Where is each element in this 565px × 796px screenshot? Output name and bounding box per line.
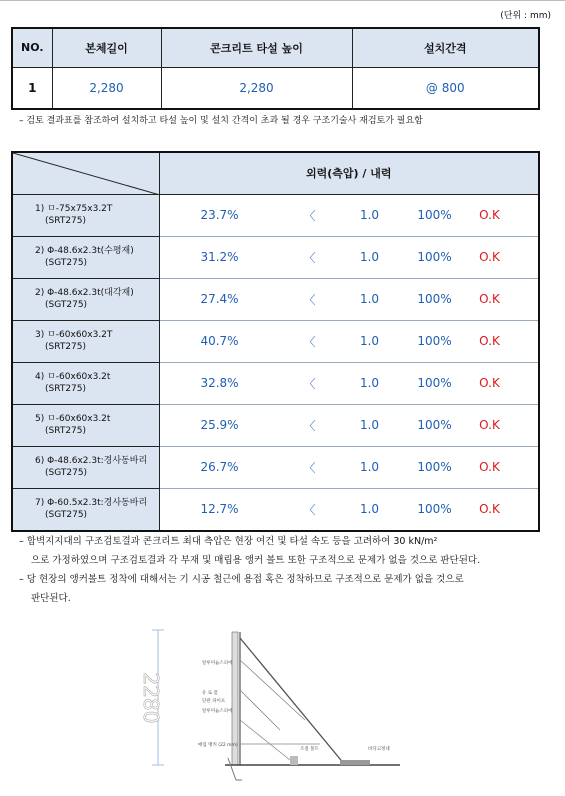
member-values (159, 194, 539, 236)
member-label (12, 362, 159, 404)
member-grade: (SRT275) (45, 426, 87, 436)
adjust-bolt (290, 756, 298, 765)
member-name: 2) Φ-48.6x2.3t(수평재) (35, 246, 134, 256)
top-border-line (0, 0, 565, 1)
diagonal-line (13, 153, 160, 195)
member-name: 7) Φ-60.5x2.3t:경사동바리 (35, 498, 148, 508)
less-than-symbol: 〈 (303, 376, 316, 391)
member-values (159, 278, 539, 320)
member-grade: (SRT275) (45, 384, 87, 394)
header-spacing: 설치간격 (352, 28, 539, 67)
member-label (12, 446, 159, 488)
ok-status: O.K (479, 250, 500, 264)
spec-table-row (12, 67, 539, 109)
factor-value: 1.0 (359, 460, 380, 474)
check-row (12, 320, 539, 362)
ratio-value: 23.7% (200, 208, 239, 222)
brace-member (240, 660, 305, 720)
factor-value: 1.0 (359, 376, 380, 390)
member-grade: (SGT275) (45, 468, 88, 478)
less-than-symbol: 〈 (303, 418, 316, 433)
label-pipe: 단관 파이프 (202, 699, 226, 704)
formwork-support-diagram (130, 620, 430, 790)
ok-status: O.K (479, 292, 500, 306)
member-label (12, 404, 159, 446)
ok-status: O.K (479, 334, 500, 348)
floor-fixer (340, 760, 370, 765)
ok-status: O.K (479, 418, 500, 432)
member-grade: (SRT275) (45, 342, 87, 352)
cell-spacing: @ 800 (352, 67, 539, 109)
check-row (12, 362, 539, 404)
member-values (159, 404, 539, 446)
factor-value: 1.0 (359, 334, 380, 348)
ratio-value: 40.7% (200, 334, 239, 348)
limit-value: 100% (417, 250, 452, 264)
ratio-value: 25.9% (200, 418, 239, 432)
factor-value: 1.0 (359, 418, 380, 432)
factor-value: 1.0 (359, 250, 380, 264)
conclusion-notes (19, 532, 480, 608)
ok-status: O.K (479, 460, 500, 474)
member-grade: (SGT275) (45, 300, 88, 310)
corner-cell (12, 152, 159, 194)
note-line: – 당 현장의 앵커볼트 정착에 대해서는 기 시공 철근에 용접 혹은 정착하므로 구조적으로 문제가 없을 것으로 (19, 574, 464, 585)
header-no: NO. (12, 28, 52, 67)
member-grade: (SGT275) (45, 258, 88, 268)
member-name: 3) ㅁ-60x60x3.2T (35, 330, 113, 340)
member-label (12, 194, 159, 236)
ok-status: O.K (479, 502, 500, 516)
ratio-value: 12.7% (200, 502, 239, 516)
less-than-symbol: 〈 (303, 208, 316, 223)
member-name: 2) Φ-48.6x2.3t(대각재) (35, 288, 134, 298)
ok-status: O.K (479, 376, 500, 390)
ratio-value: 26.7% (200, 460, 239, 474)
member-values (159, 236, 539, 278)
header-pour-height: 콘크리트 타설 높이 (161, 28, 352, 67)
less-than-symbol: 〈 (303, 502, 316, 517)
member-name: 1) ㅁ-75x75x3.2T (35, 204, 113, 214)
note-line: 으로 가정하였으며 구조검토결과 각 부재 및 매립용 앵커 볼트 또한 구조적으로 문제가 없을 것으로 판단된다. (31, 555, 481, 566)
factor-value: 1.0 (359, 292, 380, 306)
ok-status: O.K (479, 208, 500, 222)
member-values (159, 320, 539, 362)
label-anchor: 매립 앵커 (22 mm) (198, 743, 238, 748)
check-row (12, 236, 539, 278)
factor-value: 1.0 (359, 502, 380, 516)
limit-value: 100% (417, 418, 452, 432)
less-than-symbol: 〈 (303, 460, 316, 475)
label-aluminum-spier-2: 알루미늄스피에 (202, 709, 233, 714)
check-row (12, 194, 539, 236)
brace-member (240, 690, 280, 730)
label-euro-form: 유 로 폼 (202, 691, 218, 696)
note-line: – 합벽지지대의 구조검토결과 콘크리트 최대 측압은 현장 여건 및 타설 속도 등을 고려하여 30 kN/m² (19, 536, 438, 547)
less-than-symbol: 〈 (303, 250, 316, 265)
unit-label: (단위 : mm) (500, 11, 551, 21)
spec-table (11, 27, 540, 110)
check-table-header (12, 152, 539, 194)
limit-value: 100% (417, 460, 452, 474)
member-name: 4) ㅁ-60x60x3.2t (35, 372, 111, 382)
factor-value: 1.0 (359, 208, 380, 222)
check-table (11, 151, 540, 532)
less-than-symbol: 〈 (303, 334, 316, 349)
limit-value: 100% (417, 334, 452, 348)
member-label (12, 320, 159, 362)
check-header: 외력(측압) / 내력 (159, 152, 539, 194)
ratio-value: 32.8% (200, 376, 239, 390)
label-floor-fixer: 바닥고정대 (368, 747, 390, 752)
member-label (12, 236, 159, 278)
member-label (12, 278, 159, 320)
ratio-value: 27.4% (200, 292, 239, 306)
limit-value: 100% (417, 376, 452, 390)
limit-value: 100% (417, 208, 452, 222)
limit-value: 100% (417, 292, 452, 306)
diagonal-strut (240, 638, 345, 765)
dimension-text: 2280 (139, 672, 163, 724)
brace-member (240, 720, 290, 760)
note-line: 판단된다. (31, 593, 71, 604)
member-values (159, 446, 539, 488)
check-row (12, 278, 539, 320)
label-aluminum-spier: 알루미늄스피에 (202, 661, 233, 666)
ratio-value: 31.2% (200, 250, 239, 264)
cell-body-length: 2,280 (52, 67, 161, 109)
check-row (12, 446, 539, 488)
member-grade: (SRT275) (45, 216, 87, 226)
label-adjust-bolt: 조절 볼트 (300, 747, 319, 752)
member-name: 6) Φ-48.6x2.3t:경사동바리 (35, 456, 148, 466)
member-label (12, 488, 159, 531)
cell-no: 1 (12, 67, 52, 109)
member-grade: (SGT275) (45, 510, 88, 520)
review-note: – 검토 결과표를 참조하여 설치하고 타설 높이 및 설치 간격이 초과 될 경우 구조기술사 재검토가 필요함 (19, 116, 423, 126)
check-row (12, 404, 539, 446)
member-name: 5) ㅁ-60x60x3.2t (35, 414, 111, 424)
less-than-symbol: 〈 (303, 292, 316, 307)
header-body-length: 본체길이 (52, 28, 161, 67)
limit-value: 100% (417, 502, 452, 516)
member-values (159, 488, 539, 531)
check-row (12, 488, 539, 531)
cell-pour-height: 2,280 (161, 67, 352, 109)
member-values (159, 362, 539, 404)
spec-table-header (12, 28, 539, 67)
